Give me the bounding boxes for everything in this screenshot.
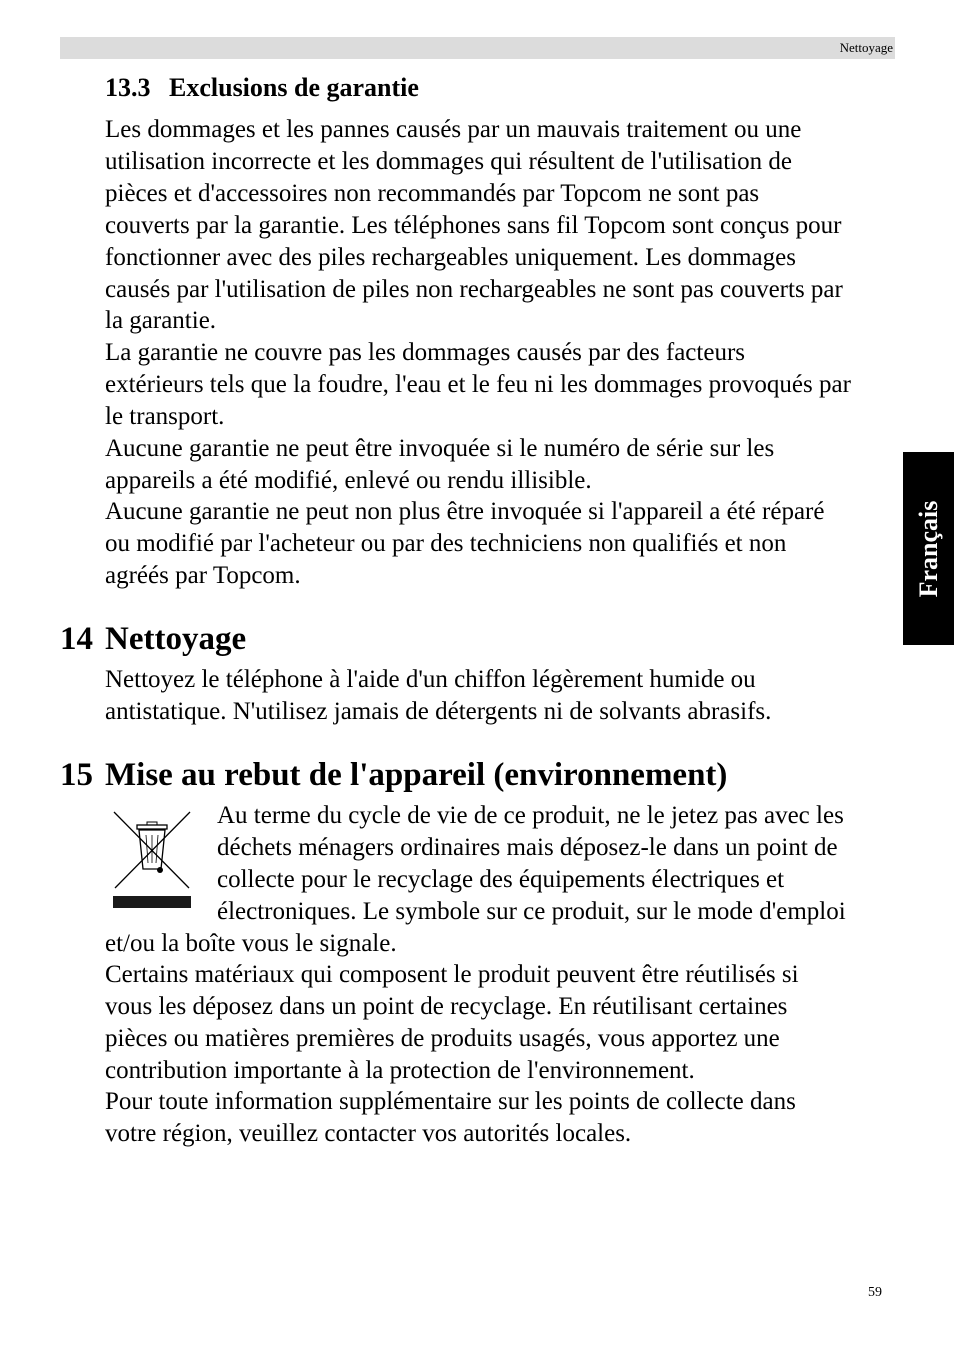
warranty-paragraph-3 (105, 433, 895, 497)
page-number: 59 (868, 1285, 882, 1300)
section-13-3-number: 13.3 (105, 73, 151, 102)
text-line: Les dommages et les pannes causés par un mauvais traitement ou une (105, 116, 802, 143)
text-line: pièces ou matières premières de produits usagés, vous apportez une (105, 1024, 780, 1052)
text-line: votre région, veuillez contacter vos autorités locales. (105, 1119, 632, 1147)
warranty-paragraph-2 (105, 337, 895, 433)
cleaning-paragraph (105, 664, 895, 728)
section-13-3-title: Exclusions de garantie (169, 73, 419, 102)
text-line: Aucune garantie ne peut non plus être invoquée si l'appareil a été réparé (105, 498, 825, 525)
section-15-title: Mise au rebut de l'appareil (environnement) (105, 757, 728, 793)
text-line: Au terme du cycle de vie de ce produit, ne le jetez pas avec les (217, 802, 844, 829)
section-14-heading (60, 619, 246, 659)
disposal-paragraph-2 (105, 959, 895, 1087)
text-line: antistatique. N'utilisez jamais de détergents ni de solvants abrasifs. (105, 697, 772, 725)
text-line: pièces et d'accessoires non recommandés par Topcom ne sont pas (105, 179, 760, 207)
text-line: électroniques. Le symbole sur ce produit, sur le mode d'emploi (217, 897, 846, 925)
text-line: causés par l'utilisation de piles non rechargeables ne sont pas couverts par (105, 275, 843, 303)
language-tab-label: Français (913, 500, 943, 597)
running-header-bar (60, 37, 895, 59)
section-14-number: 14 (60, 621, 93, 657)
text-line: Aucune garantie ne peut être invoquée si le numéro de série sur les (105, 435, 775, 462)
text-line: Certains matériaux qui composent le produit peuvent être réutilisés si (105, 961, 799, 988)
text-line: le transport. (105, 402, 225, 430)
text-line: extérieurs tels que la foudre, l'eau et le feu ni les dommages provoqués par (105, 370, 851, 398)
text-line: contribution importante à la protection de l'environnement. (105, 1056, 695, 1084)
text-line: ou modifié par l'acheteur ou par des techniciens non qualifiés et non (105, 529, 787, 557)
text-line: appareils a été modifié, enlevé ou rendu illisible. (105, 466, 592, 494)
text-line: La garantie ne couvre pas les dommages causés par des facteurs (105, 339, 746, 366)
disposal-paragraph-1-indented (217, 800, 897, 928)
text-line: et/ou la boîte vous le signale. (105, 930, 397, 957)
text-line: utilisation incorrecte et les dommages qui résultent de l'utilisation de (105, 147, 792, 175)
text-line: agréés par Topcom. (105, 561, 301, 589)
section-14-title: Nettoyage (105, 621, 247, 657)
warranty-paragraph-1 (105, 114, 895, 337)
text-line: Pour toute information supplémentaire sur les points de collecte dans (105, 1088, 796, 1115)
text-line: Nettoyez le téléphone à l'aide d'un chiffon légèrement humide ou (105, 666, 756, 693)
language-side-tab (903, 452, 954, 645)
section-15-number: 15 (60, 757, 93, 793)
weee-crossed-bin-icon (113, 811, 191, 911)
running-header-label: Nettoyage (839, 40, 893, 55)
section-13-3-heading (105, 72, 419, 104)
text-line: collecte pour le recyclage des équipements électriques et (217, 865, 785, 893)
disposal-paragraph-1-continued (105, 928, 895, 960)
text-line: couverts par la garantie. Les téléphones sans fil Topcom sont conçus pour (105, 211, 842, 239)
warranty-paragraph-4 (105, 496, 895, 592)
disposal-paragraph-3 (105, 1086, 895, 1150)
text-line: fonctionner avec des piles rechargeables uniquement. Les dommages (105, 243, 796, 271)
text-line: la garantie. (105, 307, 217, 335)
section-15-heading (60, 755, 727, 795)
text-line: vous les déposez dans un point de recyclage. En réutilisant certaines (105, 992, 788, 1020)
text-line: déchets ménagers ordinaires mais déposez-le dans un point de (217, 833, 838, 861)
